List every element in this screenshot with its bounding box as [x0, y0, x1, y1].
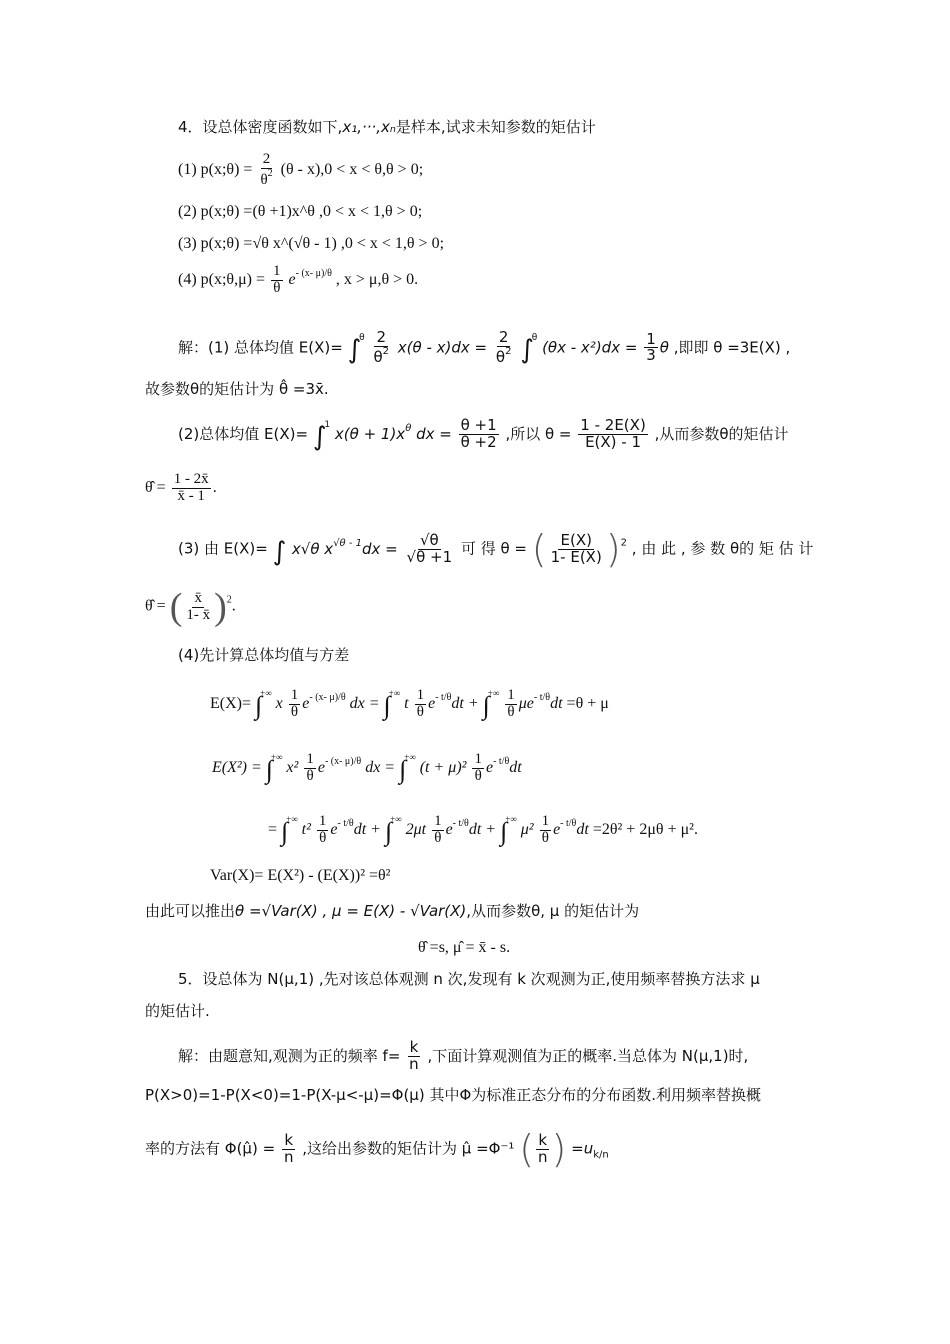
solution-4-title: (4)先计算总体均值与方差	[178, 646, 350, 664]
solution-2: (2)总体均值 E(X)= ∫$^1$ $x(\theta + 1)x^\theta$ dx = $\frac{\theta +1}{\theta +2}$ ,所以 θ = $\frac{1 - 2E(X)}{E(X) - 1}$ ,从而参数θ的矩估计	[178, 416, 789, 452]
solution-3: (3) 由 E(X)= ∫ x√θ $x^{√\theta - 1}dx$ = $\frac{√\theta}{√\theta +1}$ 可 得 θ = ( $\frac{E(X)}{1- E(X)}$ ) $^2$ , 由 此 , 参 数 θ的 矩 估 计	[178, 527, 814, 571]
problem4-intro: 4．设总体密度函数如下,x₁,···,xₙ是样本,试求未知参数的矩估计	[178, 118, 596, 136]
problem5-statement-end: 的矩估计.	[145, 1002, 210, 1020]
solution-1-estimate: 故参数θ的矩估计为 θ̂ =3x̄.	[145, 380, 329, 398]
problem5-solution-c: P(X>0)=1-P(X<0)=1-P(X-μ<-μ)=Φ(μ) 其中Φ为标准正态分布的分布函数.利用频率替换概	[145, 1086, 762, 1104]
problem5-solution-a: 解：由题意知,观测为正的频率 f= $\frac{k}{n}$ ,下面计算观测值为正的概率.当总体为 N(μ,1)时,	[178, 1038, 749, 1073]
solution-3-estimate: θ̂ = ( $\frac{x̄}{1- x̄}$ ) $^2$.	[145, 586, 236, 628]
ex2-equation: E(X²) = ∫+∞ x² $\frac{1}{\theta}$ $e^{- (x- \mu)/\theta}$ dx = ∫+∞ (t + μ)² $\frac{1}{\theta}$ $e^{- t/\theta}dt$	[212, 751, 522, 784]
solution-1: 解：(1) 总体均值 E(X)= ∫$^\theta$ $\frac{2}{\theta^2}$ x(θ - x)dx = $\frac{2}{\theta^2}$ ∫$^\theta$ (θx - x²)dx = $\frac{1}{3}$ θ ,即即 θ =3E(X) ,	[178, 328, 791, 366]
case-1: (1) p(x;θ) = $\frac{2}{\theta^2}$ (θ - x),0 < x < θ,θ > 0;	[178, 151, 424, 188]
case-2: (2) p(x;θ) =(θ +1)x^θ ,0 < x < 1,θ > 0;	[178, 203, 423, 220]
ex2-continued: = ∫+∞ t² $\frac{1}{\theta}$ $e^{- t/\theta}dt + \int^{+\infty}$ 2μt $\frac{1}{\theta}$ $e^{- t/\theta}dt + \int^{+\infty}$ μ² $\frac{1}{\theta}$ $e^{- t/\theta}dt =2\theta^2 + 2\mu\theta + \mu^2$.	[268, 813, 698, 846]
variance-line: Var(X)= E(X²) - (E(X))² =θ²	[210, 867, 391, 884]
case-3: (3) p(x;θ) =√θ x^(√θ - 1) ,0 < x < 1,θ > 0;	[178, 235, 445, 252]
problem5-solution-d: 率的方法有 Φ(μ̂) = $\frac{k}{n}$ ,这给出参数的矩估计为 μ̂ =Φ⁻¹ ( $\frac{k}{n}$ ) $=u_{k/n}$	[145, 1127, 609, 1171]
deduce-line: 由此可以推出θ =√Var(X) , μ = E(X) - √Var(X),从而参数θ, μ 的矩估计为	[145, 902, 640, 920]
problem5-statement: 5．设总体为 N(μ,1) ,先对该总体观测 n 次,发现有 k 次观测为正,使用频率替换方法求 μ	[178, 970, 760, 988]
solution-2-estimate: θ̂ = $\frac{1 - 2x̄}{x̄ - 1}$ .	[145, 471, 217, 504]
case-4: (4) p(x;θ,μ) = $\frac{1}{\theta}$ $e^{- (x- \mu)/\theta}$ , x > μ,θ > 0.	[178, 263, 419, 296]
ex-equation: E(X)= ∫+∞ x $\frac{1}{\theta}$ $e^{- (x- \mu)/\theta}$ dx = ∫+∞ t $\frac{1}{\theta}$ $e^{- t/\theta}dt + \int^{+\infty}$ $\frac{1}{\theta}$ $\mu e^{- t/\theta}dt =\theta + \mu$	[210, 687, 609, 720]
final-estimates: θ̂ =s, μ̂ = x̄ - s.	[418, 939, 511, 956]
